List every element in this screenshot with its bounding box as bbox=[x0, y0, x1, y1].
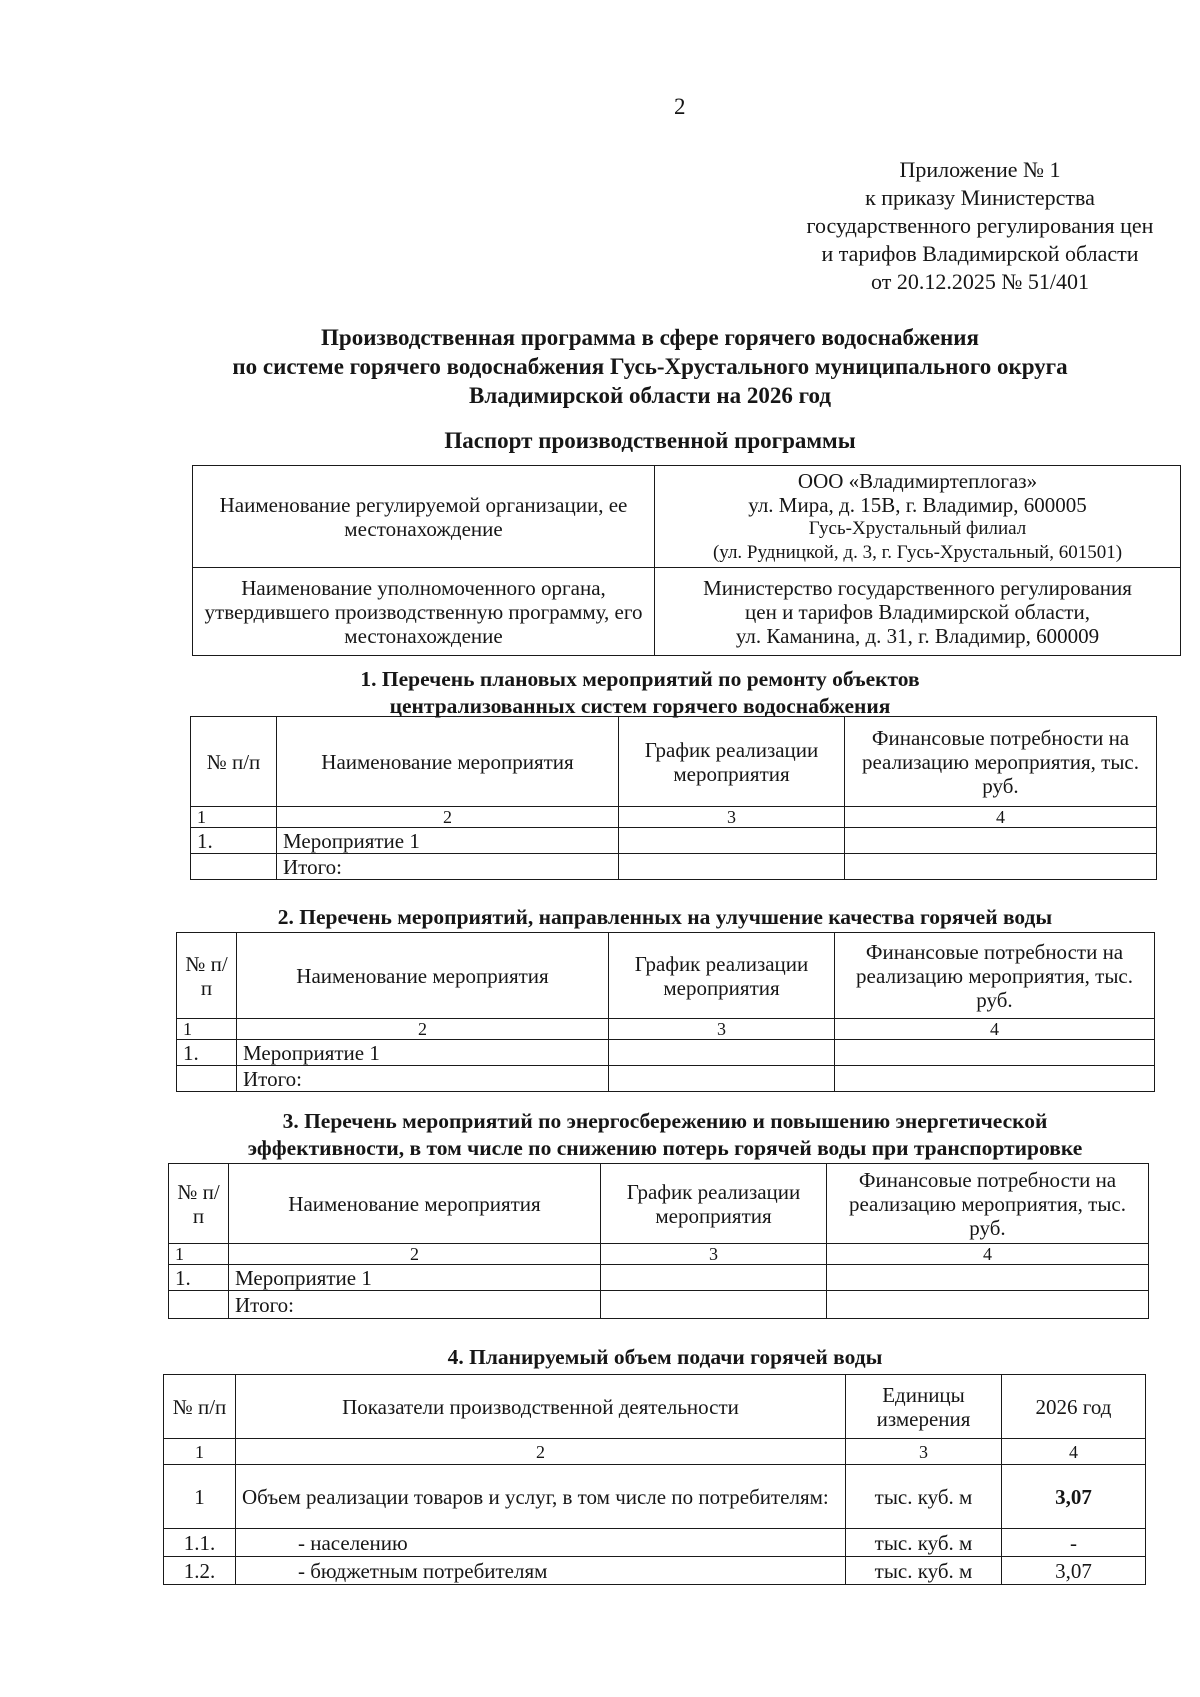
total-schedule bbox=[609, 1066, 835, 1092]
title-line: Владимирской области на 2026 год bbox=[469, 383, 831, 408]
event-schedule bbox=[619, 828, 845, 854]
row-num: 1. bbox=[177, 1040, 237, 1066]
passport-org-label: Наименование регулируемой организации, ее местонахождение bbox=[193, 466, 655, 568]
col-index: 4 bbox=[835, 1019, 1155, 1040]
column-index-row bbox=[191, 807, 1157, 828]
org-branch-address: (ул. Рудницкой, д. 3, г. Гусь-Хрустальный, 601501) bbox=[712, 541, 1123, 563]
section-3-table bbox=[168, 1163, 1149, 1319]
section-3-heading bbox=[170, 1108, 1160, 1162]
table-row bbox=[193, 568, 1181, 656]
col-units-header: Единицы измерения bbox=[846, 1375, 1002, 1439]
col-index: 1 bbox=[169, 1244, 229, 1265]
total-label: Итого: bbox=[229, 1291, 601, 1319]
table-row bbox=[164, 1557, 1146, 1585]
row-num bbox=[177, 1066, 237, 1092]
org-branch: Гусь-Хрустальный филиал bbox=[808, 517, 1027, 539]
col-num-header: № п/п bbox=[191, 717, 277, 807]
table-header-row bbox=[169, 1164, 1149, 1244]
appendix-line: государственного регулирования цен bbox=[806, 213, 1154, 238]
col-index: 2 bbox=[237, 1019, 609, 1040]
table-row bbox=[191, 854, 1157, 880]
appendix-line: от 20.12.2025 № 51/401 bbox=[871, 269, 1089, 294]
table-row bbox=[177, 1066, 1155, 1092]
table-row bbox=[177, 1040, 1155, 1066]
table-header-row bbox=[191, 717, 1157, 807]
col-name-header: Наименование мероприятия bbox=[237, 933, 609, 1019]
appendix-line: и тарифов Владимирской области bbox=[821, 241, 1139, 266]
col-finance-header: Финансовые потребности на реализацию мероприятия, тыс. руб. bbox=[827, 1164, 1149, 1244]
row-num bbox=[169, 1291, 229, 1319]
org-name: ООО «Владимиртеплогаз» bbox=[797, 468, 1038, 493]
section-2-heading: 2. Перечень мероприятий, направленных на улучшение качества горячей воды bbox=[277, 905, 1053, 929]
authority-line: ул. Каманина, д. 31, г. Владимир, 600009 bbox=[735, 623, 1100, 648]
col-index: 1 bbox=[177, 1019, 237, 1040]
col-schedule-header: График реализации мероприятия bbox=[601, 1164, 827, 1244]
total-label: Итого: bbox=[277, 854, 619, 880]
event-finance bbox=[845, 828, 1157, 854]
row-num: 1. bbox=[191, 828, 277, 854]
total-finance bbox=[845, 854, 1157, 880]
heading-line: централизованных систем горячего водоснабжения bbox=[389, 694, 891, 718]
section-1-table bbox=[190, 716, 1157, 880]
col-num-header: № п/п bbox=[177, 933, 237, 1019]
col-index: 3 bbox=[846, 1439, 1002, 1465]
col-index: 2 bbox=[229, 1244, 601, 1265]
section-1-heading bbox=[190, 666, 1090, 720]
passport-org-value bbox=[655, 466, 1181, 568]
table-row bbox=[164, 1465, 1146, 1529]
title-line: по системе горячего водоснабжения Гусь-Хрустального муниципального округа bbox=[232, 354, 1068, 379]
col-name-header: Наименование мероприятия bbox=[277, 717, 619, 807]
col-finance-header: Финансовые потребности на реализацию мероприятия, тыс. руб. bbox=[835, 933, 1155, 1019]
col-schedule-header: График реализации мероприятия bbox=[609, 933, 835, 1019]
col-index: 3 bbox=[601, 1244, 827, 1265]
passport-authority-label: Наименование уполномоченного органа, утвердившего производственную программу, его местонахождение bbox=[193, 568, 655, 656]
section-4-table bbox=[163, 1374, 1146, 1585]
heading-line: 3. Перечень мероприятий по энергосбережению и повышению энергетической bbox=[282, 1109, 1048, 1133]
passport-heading: Паспорт производственной программы bbox=[444, 428, 856, 453]
total-schedule bbox=[601, 1291, 827, 1319]
authority-line: цен и тарифов Владимирской области, bbox=[745, 599, 1090, 624]
col-num-header: № п/п bbox=[169, 1164, 229, 1244]
row-num: 1. bbox=[169, 1265, 229, 1291]
column-index-row bbox=[164, 1439, 1146, 1465]
event-name: Мероприятие 1 bbox=[229, 1265, 601, 1291]
col-index: 1 bbox=[191, 807, 277, 828]
authority-line: Министерство государственного регулирования bbox=[703, 575, 1132, 600]
org-address: ул. Мира, д. 15В, г. Владимир, 600005 bbox=[748, 492, 1087, 517]
col-index: 2 bbox=[277, 807, 619, 828]
col-index: 4 bbox=[845, 807, 1157, 828]
table-header-row bbox=[177, 933, 1155, 1019]
event-schedule bbox=[609, 1040, 835, 1066]
row-num: 1.2. bbox=[164, 1557, 236, 1585]
col-index: 2 bbox=[236, 1439, 846, 1465]
indicator-name: Объем реализации товаров и услуг, в том числе по потребителям: bbox=[236, 1465, 846, 1529]
total-label: Итого: bbox=[237, 1066, 609, 1092]
total-finance bbox=[835, 1066, 1155, 1092]
table-row bbox=[193, 466, 1181, 568]
event-name: Мероприятие 1 bbox=[237, 1040, 609, 1066]
table-row bbox=[164, 1529, 1146, 1557]
event-schedule bbox=[601, 1265, 827, 1291]
column-index-row bbox=[169, 1244, 1149, 1265]
column-index-row bbox=[177, 1019, 1155, 1040]
page-number: 2 bbox=[674, 94, 686, 119]
appendix-line: к приказу Министерства bbox=[865, 185, 1095, 210]
table-row bbox=[191, 828, 1157, 854]
indicator-value: 3,07 bbox=[1002, 1557, 1146, 1585]
event-finance bbox=[835, 1040, 1155, 1066]
col-year-header: 2026 год bbox=[1002, 1375, 1146, 1439]
indicator-unit: тыс. куб. м bbox=[846, 1557, 1002, 1585]
col-indicator-header: Показатели производственной деятельности bbox=[236, 1375, 846, 1439]
heading-line: 1. Перечень плановых мероприятий по ремонту объектов bbox=[360, 667, 920, 691]
indicator-name: - бюджетным потребителям bbox=[236, 1557, 846, 1585]
section-4-heading: 4. Планируемый объем подачи горячей воды bbox=[447, 1345, 883, 1369]
event-finance bbox=[827, 1265, 1149, 1291]
col-index: 4 bbox=[1002, 1439, 1146, 1465]
col-index: 3 bbox=[609, 1019, 835, 1040]
total-finance bbox=[827, 1291, 1149, 1319]
title-line: Производственная программа в сфере горячего водоснабжения bbox=[321, 325, 979, 350]
col-index: 1 bbox=[164, 1439, 236, 1465]
indicator-value: - bbox=[1002, 1529, 1146, 1557]
row-num bbox=[191, 854, 277, 880]
table-row bbox=[169, 1291, 1149, 1319]
total-schedule bbox=[619, 854, 845, 880]
section-2-table bbox=[176, 932, 1155, 1092]
indicator-name: - населению bbox=[236, 1529, 846, 1557]
table-header-row bbox=[164, 1375, 1146, 1439]
col-index: 3 bbox=[619, 807, 845, 828]
passport-authority-value bbox=[655, 568, 1181, 656]
col-schedule-header: График реализации мероприятия bbox=[619, 717, 845, 807]
col-finance-header: Финансовые потребности на реализацию мероприятия, тыс. руб. bbox=[845, 717, 1157, 807]
document-title bbox=[150, 323, 1150, 410]
indicator-value: 3,07 bbox=[1002, 1465, 1146, 1529]
appendix-block bbox=[770, 156, 1190, 296]
heading-line: эффективности, в том числе по снижению потерь горячей воды при транспортировке bbox=[247, 1136, 1083, 1160]
event-name: Мероприятие 1 bbox=[277, 828, 619, 854]
col-num-header: № п/п bbox=[164, 1375, 236, 1439]
row-num: 1 bbox=[164, 1465, 236, 1529]
row-num: 1.1. bbox=[164, 1529, 236, 1557]
col-name-header: Наименование мероприятия bbox=[229, 1164, 601, 1244]
indicator-unit: тыс. куб. м bbox=[846, 1465, 1002, 1529]
table-row bbox=[169, 1265, 1149, 1291]
indicator-unit: тыс. куб. м bbox=[846, 1529, 1002, 1557]
appendix-line: Приложение № 1 bbox=[899, 157, 1061, 182]
passport-table bbox=[192, 465, 1181, 656]
col-index: 4 bbox=[827, 1244, 1149, 1265]
